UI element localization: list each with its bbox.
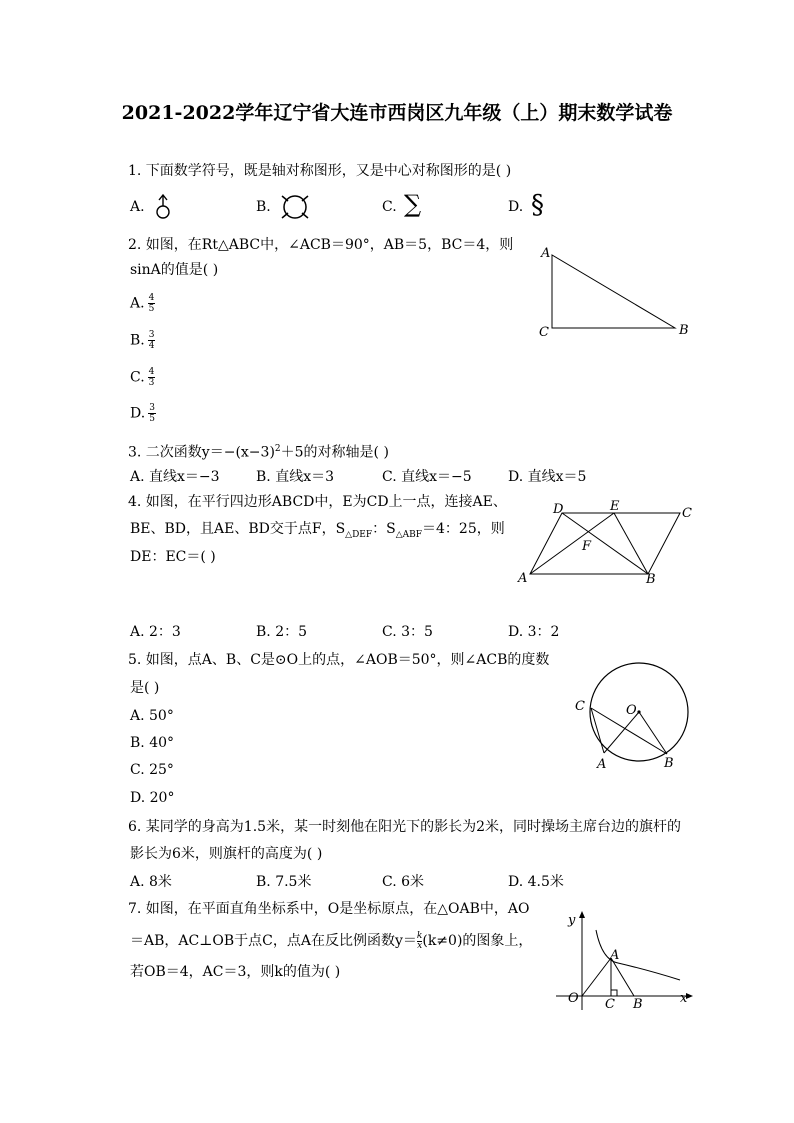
question-2-line-2: sinA的值是( ) [130, 262, 219, 278]
q3-option-c[interactable]: C. 直线x＝−5 [382, 469, 472, 485]
denominator: 4 [148, 341, 155, 351]
q5-circle-figure [570, 660, 695, 772]
option-label: A. [130, 199, 145, 215]
denominator: 5 [149, 414, 155, 424]
numerator: 4 [148, 293, 155, 303]
point-label-c: C [605, 997, 615, 1012]
q5-option-d[interactable]: D. 20° [130, 790, 175, 806]
option-label: D. [508, 199, 524, 215]
numerator: 3 [148, 330, 155, 340]
page-title: 2021-2022学年辽宁省大连市西岗区九年级（上）期末数学试卷 [121, 102, 673, 124]
question-3-text [128, 438, 389, 464]
q2-option-a[interactable] [130, 293, 155, 314]
q1-option-d[interactable] [508, 197, 523, 217]
q4-text-part: ＝4：25，则 [422, 521, 505, 537]
option-label: B. [130, 332, 145, 349]
q3-text-part: 3. 二次函数y＝−(x−3) [128, 444, 275, 461]
point-label-a: A [597, 757, 607, 772]
q7-text-part: (k≠0)的图象上， [422, 933, 533, 949]
option-label: C. [130, 369, 145, 386]
vertex-label-c: C [682, 506, 692, 521]
q4-text-part: BE、BD，且AE、BD交于点F，S [130, 521, 346, 537]
numerator: 3 [149, 403, 155, 413]
subscript: △DEF [345, 529, 373, 540]
q6-option-d[interactable]: D. 4.5米 [508, 874, 564, 890]
center-label-o: O [626, 703, 637, 718]
denominator: 5 [148, 304, 155, 314]
fraction [148, 330, 156, 351]
q2-option-c[interactable] [130, 367, 155, 388]
q4-option-d[interactable]: D. 3：2 [508, 624, 560, 640]
question-6-line-1: 6. 某同学的身高为1.5米，某一时刻他在阳光下的影长为2米，同时操场主席台边的旗杆的 [128, 819, 681, 835]
fraction [148, 293, 156, 314]
q7-text-part: ＝AB，AC⊥OB于点C，点A在反比例函数y＝ [130, 933, 417, 949]
question-4-line-3: DE：EC＝( ) [130, 549, 216, 565]
fraction [148, 403, 156, 424]
q6-option-a[interactable]: A. 8米 [130, 874, 172, 890]
axis-label-x: x [680, 991, 688, 1006]
q2-option-d[interactable] [130, 403, 156, 424]
q1-option-a[interactable] [130, 197, 145, 217]
q5-option-c[interactable]: C. 25° [130, 762, 174, 778]
q3-option-d[interactable]: D. 直线x＝5 [508, 469, 587, 485]
option-label: C. [382, 199, 397, 215]
q6-option-c[interactable]: C. 6米 [382, 874, 425, 890]
question-7-line-2 [130, 930, 532, 952]
q3-text-part: ＋5的对称轴是( ) [280, 444, 389, 461]
vertex-label-c: C [539, 325, 549, 340]
q4-option-c[interactable]: C. 3：5 [382, 624, 433, 640]
question-4-line-1: 4. 如图，在平行四边形ABCD中，E为CD上一点，连接AE、 [128, 494, 507, 510]
point-label-c: C [575, 699, 585, 714]
exponent: 2 [274, 444, 281, 454]
point-label-b: B [664, 756, 674, 771]
q3-option-b[interactable]: B. 直线x＝3 [256, 469, 334, 485]
option-label: D. [130, 405, 146, 422]
sigma-symbol-icon: ∑ [404, 190, 422, 218]
subscript: △ABF [395, 529, 422, 540]
question-5-line-2: 是( ) [130, 680, 160, 696]
question-4-line-2 [130, 518, 505, 546]
q2-option-b[interactable] [130, 330, 155, 351]
denominator: x [417, 940, 423, 951]
question-6-line-2: 影长为6米，则旗杆的高度为( ) [130, 846, 323, 862]
vertex-label-b: B [646, 572, 656, 587]
vertex-label-a: A [541, 246, 551, 261]
q2-right-triangle-figure [535, 240, 695, 345]
section-symbol-icon: § [531, 190, 544, 220]
option-label: A. [130, 295, 145, 312]
male-symbol-icon [152, 192, 174, 222]
q5-option-b[interactable]: B. 40° [130, 735, 175, 751]
q1-option-b[interactable] [256, 197, 271, 217]
q4-parallelogram-figure [510, 498, 700, 590]
question-1-text: 1. 下面数学符号，既是轴对称图形，又是中心对称图形的是( ) [128, 163, 512, 179]
q4-option-b[interactable]: B. 2：5 [256, 624, 308, 640]
numerator: k [416, 930, 423, 941]
fraction [148, 367, 156, 388]
q4-text-part: ：S [372, 521, 396, 537]
vertex-label-a: A [518, 571, 528, 586]
axis-label-y: y [568, 913, 576, 928]
q4-option-a[interactable]: A. 2：3 [130, 624, 181, 640]
crossed-circle-symbol-icon [279, 192, 311, 222]
denominator: 3 [148, 378, 155, 388]
point-label-a: A [610, 948, 620, 963]
q1-option-c[interactable] [382, 197, 397, 217]
origin-label-o: O [568, 991, 579, 1006]
q3-option-a[interactable]: A. 直线x＝−3 [130, 469, 220, 485]
question-7-line-1: 7. 如图，在平面直角坐标系中，O是坐标原点，在△OAB中，AO [128, 901, 530, 917]
question-2-line-1: 2. 如图，在Rt△ABC中，∠ACB＝90°，AB＝5，BC＝4，则 [128, 237, 514, 253]
vertex-label-d: D [553, 502, 564, 517]
q7-coordinate-figure [552, 908, 697, 1013]
option-label: B. [256, 199, 271, 215]
vertex-label-e: E [610, 499, 620, 514]
numerator: 4 [148, 367, 155, 377]
vertex-label-b: B [679, 323, 689, 338]
question-5-line-1: 5. 如图，点A、B、C是⊙O上的点，∠AOB＝50°，则∠ACB的度数 [128, 652, 550, 668]
q5-option-a[interactable]: A. 50° [130, 708, 174, 724]
point-label-f: F [582, 539, 592, 554]
question-7-line-3: 若OB＝4，AC＝3，则k的值为( ) [130, 964, 341, 980]
point-label-b: B [633, 997, 643, 1012]
q6-option-b[interactable]: B. 7.5米 [256, 874, 312, 890]
